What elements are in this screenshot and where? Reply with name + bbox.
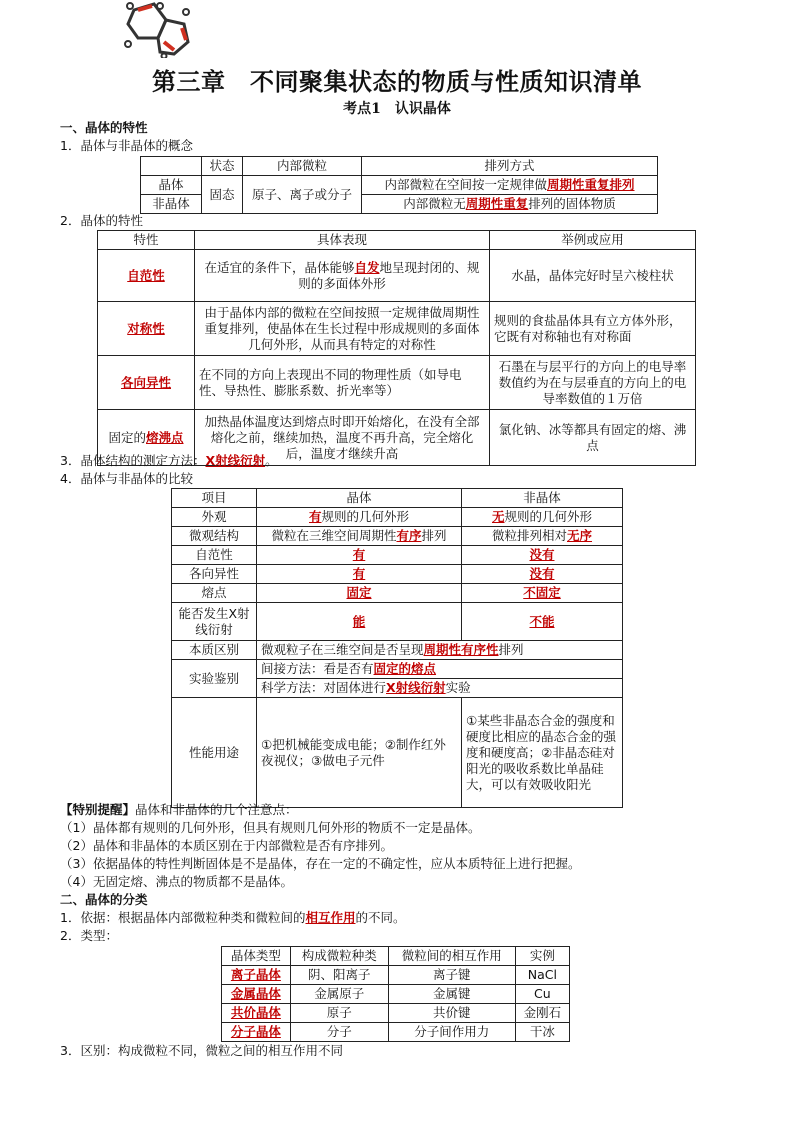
- col-header: 微粒间的相互作用: [388, 947, 515, 966]
- table-cell: 原子: [290, 1004, 388, 1023]
- table-cell: 离子晶体: [222, 966, 291, 985]
- row-label: 本质区别: [172, 641, 257, 660]
- row-label: 自范性: [172, 546, 257, 565]
- table-cell: 分子晶体: [222, 1023, 291, 1042]
- table-cell: NaCl: [515, 966, 569, 985]
- table-cell: 水晶，晶体完好时呈六棱柱状: [490, 250, 696, 302]
- table-cell: 微观粒子在三维空间是否呈现周期性有序性排列: [257, 641, 623, 660]
- section-2-heading: 二、晶体的分类: [60, 892, 148, 907]
- notes-heading: 【特别提醒】晶体和非晶体的几个注意点：: [60, 802, 298, 817]
- table-cell: 内部微粒在空间按一定规律做周期性重复排列: [362, 176, 658, 195]
- table-cell: 分子: [290, 1023, 388, 1042]
- page-title: 第三章 不同聚集状态的物质与性质知识清单: [152, 68, 642, 96]
- item-2-1: 1．依据：根据晶体内部微粒种类和微粒间的相互作用的不同。: [60, 910, 406, 925]
- table-cell: 没有: [462, 565, 623, 584]
- col-header: 实例: [515, 947, 569, 966]
- table-cell: 规则的食盐晶体具有立方体外形，它既有对称轴也有对称面: [490, 302, 696, 356]
- table-cell: 金属键: [388, 985, 515, 1004]
- table-cell: 固态: [202, 176, 243, 214]
- table-cell: 在适宜的条件下，晶体能够自发地呈现封闭的、规则的多面体外形: [195, 250, 490, 302]
- table-cell: ①某些非晶态合金的强度和硬度比相应的晶态合金的强度和硬度高；②非晶态硅对阳光的吸收系数比单晶硅大，可以有效吸收阳光: [462, 698, 623, 808]
- table-cell: ①把机械能变成电能；②制作红外夜视仪；③做电子元件: [257, 698, 462, 808]
- row-label: 能否发生X射线衍射: [172, 603, 257, 641]
- row-label: 实验鉴别: [172, 660, 257, 698]
- row-label: 各向异性: [172, 565, 257, 584]
- row-label: 固定的熔沸点: [98, 410, 195, 466]
- table-cell: 内部微粒无周期性重复排列的固体物质: [362, 195, 658, 214]
- table-cell: 不固定: [462, 584, 623, 603]
- properties-table: [97, 230, 696, 466]
- table-cell: 离子键: [388, 966, 515, 985]
- naphthalene-logo-icon: [124, 2, 194, 58]
- table-cell: 由于晶体内部的微粒在空间按照一定规律做周期性重复排列，使晶体在生长过程中形成规则的多面体几何外形，从而具有特定的对称性: [195, 302, 490, 356]
- table-cell: 固定: [257, 584, 462, 603]
- table-cell: 在不同的方向上表现出不同的物理性质（如导电性、导热性、膨胀系数、折光率等）: [195, 356, 490, 410]
- row-label: 各向异性: [98, 356, 195, 410]
- item-1-1: 1．晶体与非晶体的概念: [60, 138, 193, 153]
- table-cell: 不能: [462, 603, 623, 641]
- table-cell: 无规则的几何外形: [462, 508, 623, 527]
- classification-table: [221, 946, 570, 1042]
- row-label: 对称性: [98, 302, 195, 356]
- row-label: 外观: [172, 508, 257, 527]
- row-label: 微观结构: [172, 527, 257, 546]
- col-header: 排列方式: [362, 157, 658, 176]
- table-cell: 科学方法：对固体进行X射线衍射实验: [257, 679, 623, 698]
- col-header: 状态: [202, 157, 243, 176]
- table-row: [222, 985, 570, 1004]
- section-1-heading: 一、晶体的特性: [60, 120, 148, 135]
- col-header: 构成微粒种类: [290, 947, 388, 966]
- table-cell: 氯化钠、冰等都具有固定的熔、沸点: [490, 410, 696, 466]
- row-label: 自范性: [98, 250, 195, 302]
- table-cell: 间接方法：看是否有固定的熔点: [257, 660, 623, 679]
- col-header: 具体表现: [195, 231, 490, 250]
- item-2-2: 2．类型：: [60, 928, 118, 943]
- row-label: 晶体: [141, 176, 202, 195]
- table-cell: 分子间作用力: [388, 1023, 515, 1042]
- table-cell: 金属原子: [290, 985, 388, 1004]
- table-row: [222, 1004, 570, 1023]
- col-header: 内部微粒: [243, 157, 362, 176]
- table-cell: 金属晶体: [222, 985, 291, 1004]
- note-2: （2）晶体和非晶体的本质区别在于内部微粒是否有序排列。: [60, 838, 393, 853]
- comparison-table: [171, 488, 623, 808]
- table-row: [222, 966, 570, 985]
- concept-table: [140, 156, 658, 214]
- row-label: 非晶体: [141, 195, 202, 214]
- table-cell: 阴、阳离子: [290, 966, 388, 985]
- table-cell: 微粒在三维空间周期性有序排列: [257, 527, 462, 546]
- row-label: 熔点: [172, 584, 257, 603]
- table-cell: 能: [257, 603, 462, 641]
- table-cell: 没有: [462, 546, 623, 565]
- table-cell: 干冰: [515, 1023, 569, 1042]
- table-cell: 微粒排列相对无序: [462, 527, 623, 546]
- col-header: 非晶体: [462, 489, 623, 508]
- table-cell: 有: [257, 546, 462, 565]
- table-cell: 加热晶体温度达到熔点时即开始熔化，在没有全部熔化之前，继续加热，温度不再升高，完全熔化后，温度才继续升高: [195, 410, 490, 466]
- col-header: 晶体: [257, 489, 462, 508]
- table-row: [222, 1023, 570, 1042]
- item-2-3: 3．区别：构成微粒不同，微粒之间的相互作用不同: [60, 1043, 343, 1058]
- col-header: 举例或应用: [490, 231, 696, 250]
- col-header: 晶体类型: [222, 947, 291, 966]
- table-cell: 原子、离子或分子: [243, 176, 362, 214]
- table-cell: 金刚石: [515, 1004, 569, 1023]
- table-cell: Cu: [515, 985, 569, 1004]
- item-1-3: 3．晶体结构的测定方法：X射线衍射。: [60, 453, 278, 468]
- table-cell: 有规则的几何外形: [257, 508, 462, 527]
- note-1: （1）晶体都有规则的几何外形，但具有规则几何外形的物质不一定是晶体。: [60, 820, 481, 835]
- table-cell: 共价晶体: [222, 1004, 291, 1023]
- col-header: 项目: [172, 489, 257, 508]
- note-4: （4）无固定熔、沸点的物质都不是晶体。: [60, 874, 293, 889]
- table-cell: 石墨在与层平行的方向上的电导率数值约为在与层垂直的方向上的电导率数值的１万倍: [490, 356, 696, 410]
- item-1-4: 4．晶体与非晶体的比较: [60, 471, 193, 486]
- item-1-2: 2．晶体的特性: [60, 213, 143, 228]
- page-subtitle: 考点1 认识晶体: [343, 101, 451, 117]
- table-cell: 共价键: [388, 1004, 515, 1023]
- col-header: 特性: [98, 231, 195, 250]
- note-3: （3）依据晶体的特性判断固体是不是晶体，存在一定的不确定性，应从本质特征上进行把握。: [60, 856, 581, 871]
- table-cell: 有: [257, 565, 462, 584]
- row-label: 性能用途: [172, 698, 257, 808]
